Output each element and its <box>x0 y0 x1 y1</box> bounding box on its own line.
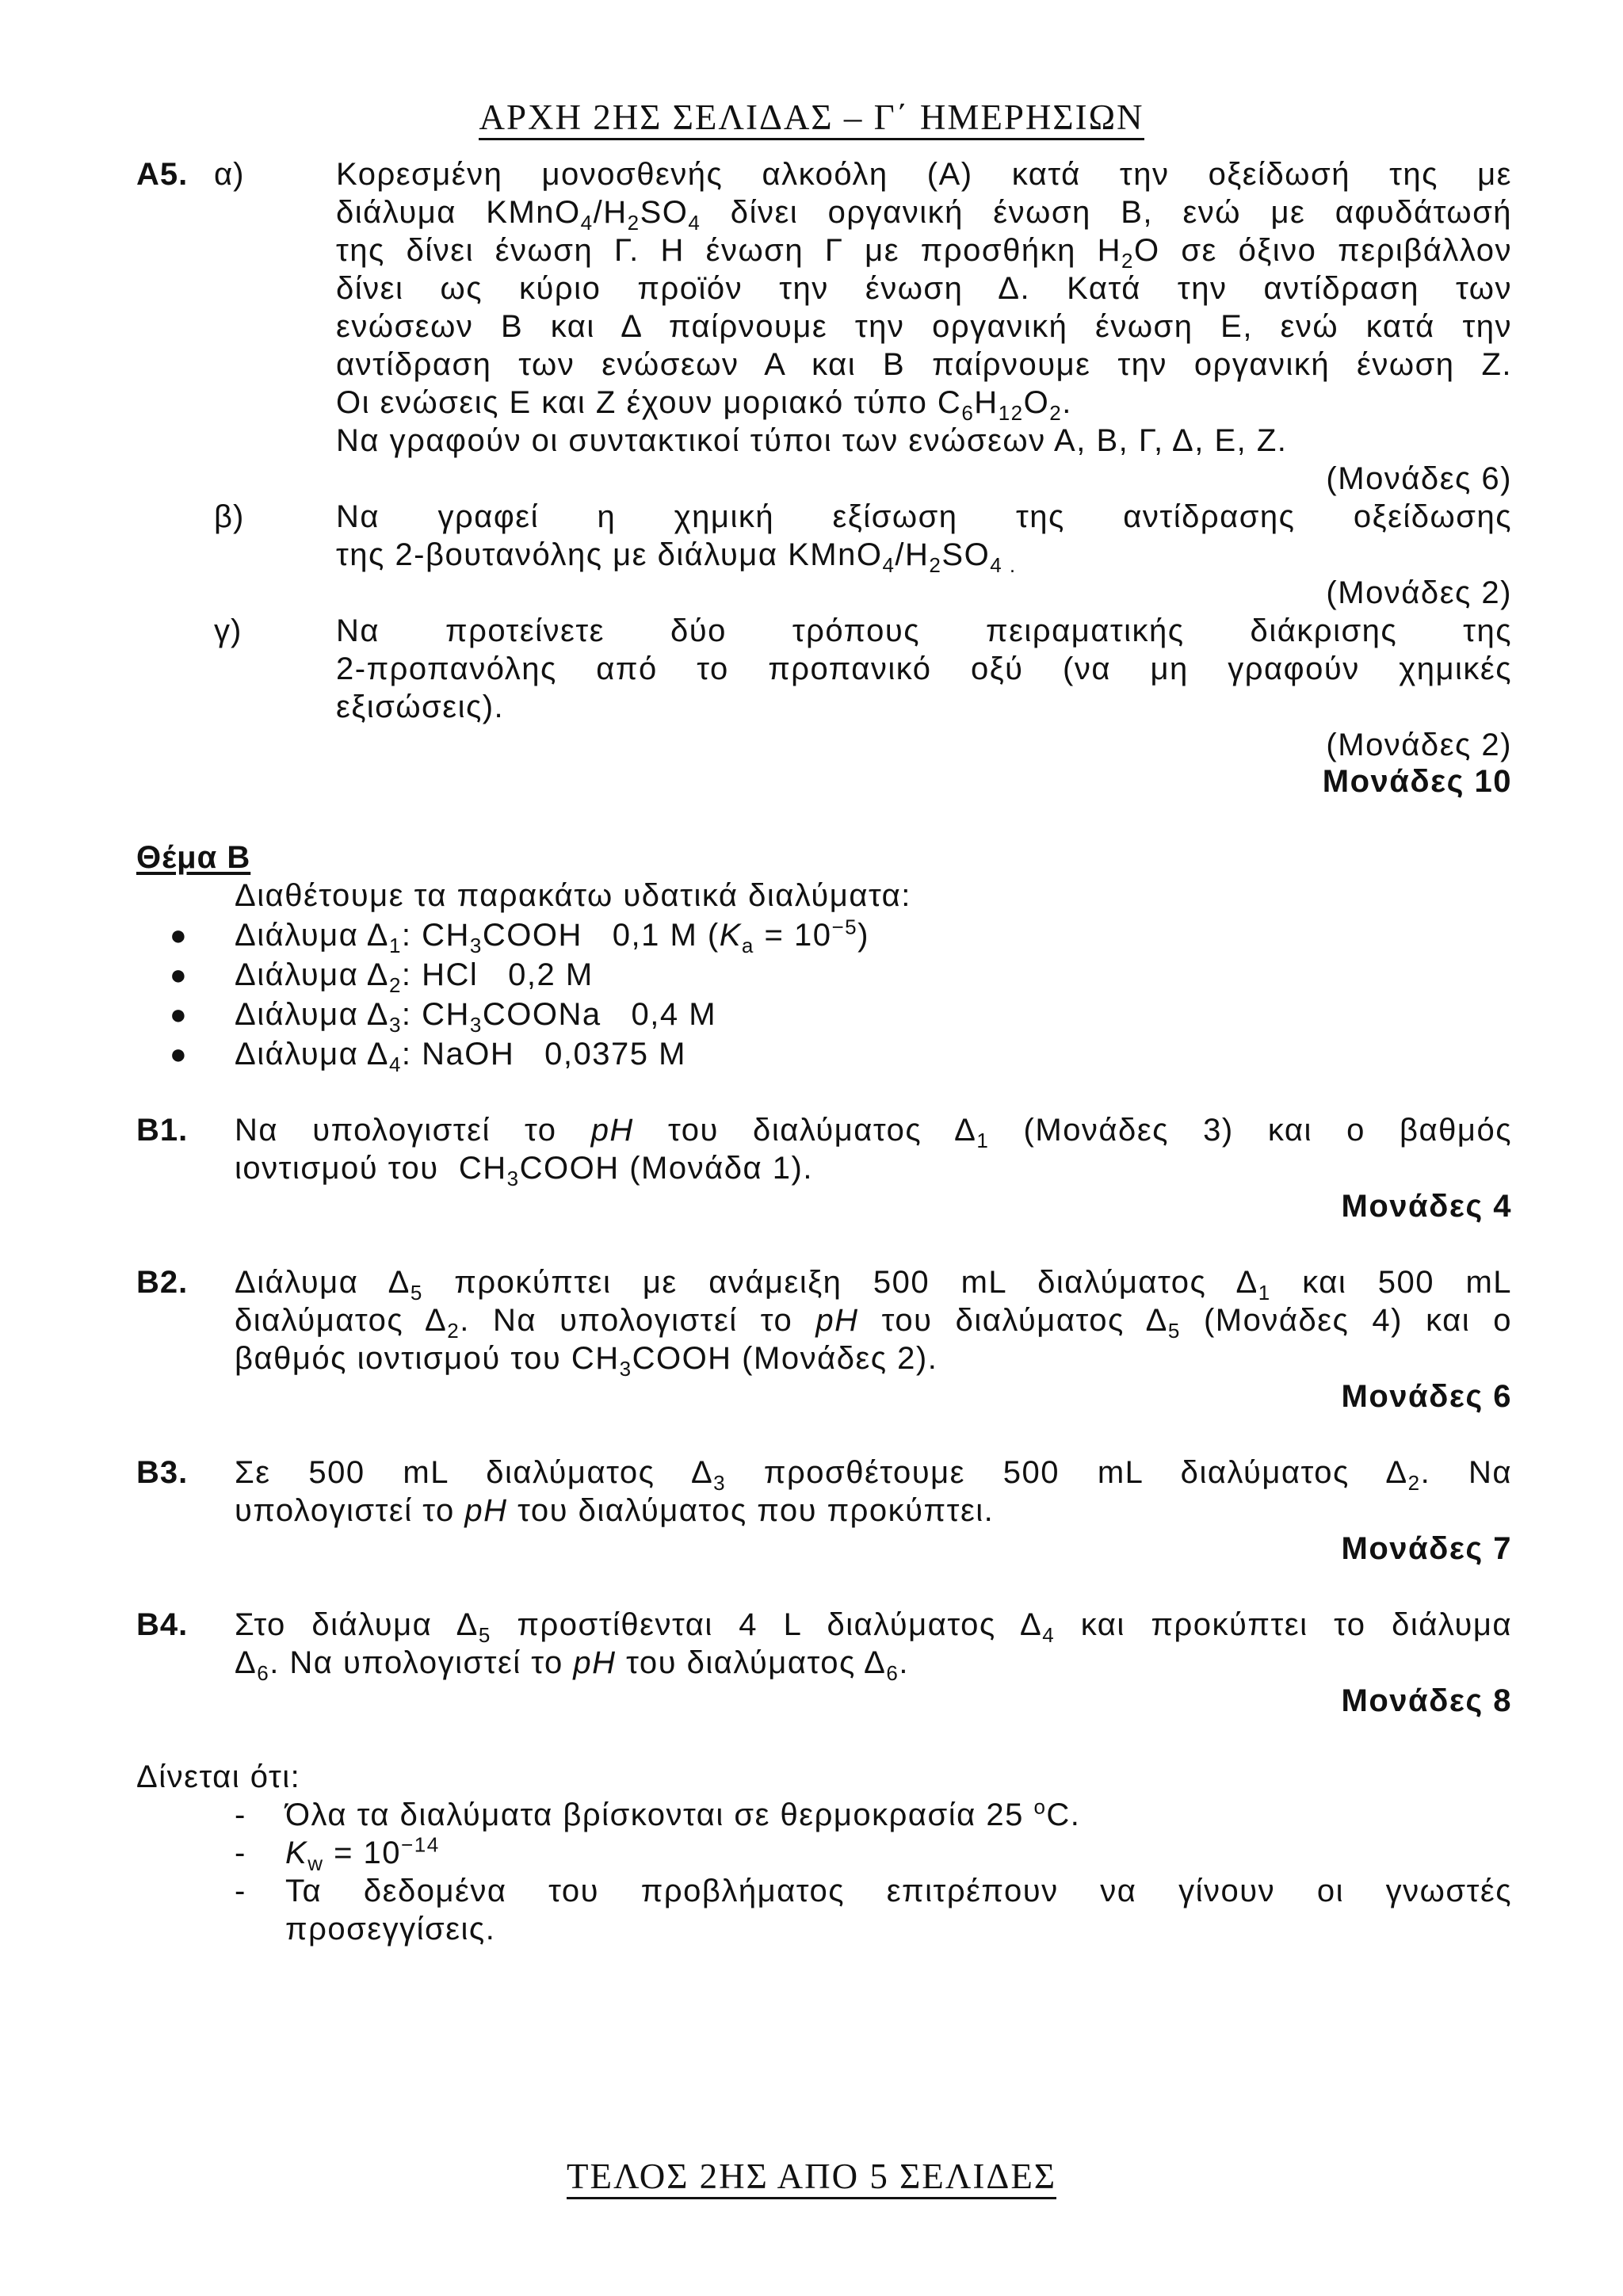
b1-line-1: Να υπολογιστεί το pH του διαλύματος $\Delta_1$ (Μονάδες 3) και ο βαθμός <box>235 1113 1512 1152</box>
a5-a-line-4: δίνει ως κύριο προϊόν την ένωση Δ. Κατά την αντίδραση των <box>336 271 1512 306</box>
section-title-thema-b: Θέμα Β <box>136 840 251 875</box>
b3-line-1: Σε 500 mL διαλύματος $\Delta_3$ προσθέτουμε 500 mL διαλύματος $\Delta_2$. Να <box>235 1455 1512 1495</box>
thema-b-intro: Διαθέτουμε τα παρακάτω υδατικά διαλύματα: <box>235 878 911 913</box>
bullet-icon: ● <box>170 919 187 951</box>
a5-a-marks: (Μονάδες 6) <box>1326 461 1512 496</box>
bullet-icon: ● <box>170 958 187 991</box>
b2-line-2: διαλύματος $\Delta_2$. Να υπολογιστεί το pH του διαλύματος $\Delta_5$ (Μονάδες 4) και ο <box>235 1303 1512 1343</box>
a5-a-line-3: της δίνει ένωση Γ. Η ένωση Γ με προσθήκη $H_2O$ σε όξινο περιβάλλον <box>336 233 1512 273</box>
dash-marker: - <box>235 1874 246 1908</box>
question-b1-label: Β1. <box>136 1113 189 1148</box>
given-3-line-2: προσεγγίσεις. <box>285 1912 496 1946</box>
given-2: $K_w = 10^{-14}$ <box>285 1832 440 1875</box>
b2-marks: Μονάδες 6 <box>1341 1379 1512 1414</box>
b2-line-3: βαθμός ιοντισμού του $CH_3COOH$ (Μονάδες 2). <box>235 1341 938 1381</box>
dash-marker: - <box>235 1836 246 1870</box>
sub-g-label: γ) <box>214 613 242 648</box>
a5-a-line-6: αντίδραση των ενώσεων Α και Β παίρνουμε την οργανική ένωση Ζ. <box>336 347 1512 382</box>
solution-d2: Διάλυμα $\Delta_2$: HCl 0,2 Μ <box>235 957 594 997</box>
given-title: Δίνεται ότι: <box>136 1759 301 1794</box>
question-b2-label: Β2. <box>136 1265 189 1300</box>
b4-line-2: $\Delta_6$. Να υπολογιστεί το pH του διαλύματος $\Delta_6$. <box>235 1645 909 1685</box>
solution-d1: Διάλυμα $\Delta_1$: $CH_3COOH$ 0,1 Μ $(K_a = 10^{-5})$ <box>235 915 869 957</box>
bullet-icon: ● <box>170 998 187 1030</box>
a5-a-line-5: ενώσεων Β και Δ παίρνουμε την οργανική ένωση Ε, ενώ κατά την <box>336 309 1512 344</box>
a5-b-line-2: της 2-βουτανόλης με διάλυμα $KMnO_4/H_2SO_{4 .}$ <box>336 537 1017 577</box>
given-1: Όλα τα διαλύματα βρίσκονται σε θερμοκρασία 25 $^o$C. <box>285 1794 1081 1832</box>
a5-a-line-2: διάλυμα $KMnO_4/H_2SO_4$ δίνει οργανική ένωση Β, ενώ με αφυδάτωσή <box>336 195 1512 235</box>
question-a5-label: Α5. <box>136 157 189 192</box>
a5-total-marks: Μονάδες 10 <box>1322 764 1512 799</box>
a5-g-line-1: Να προτείνετε δύο τρόπους πειραματικής διάκρισης της <box>336 613 1512 648</box>
dash-marker: - <box>235 1797 246 1832</box>
question-b4-label: Β4. <box>136 1607 189 1642</box>
solution-d3: Διάλυμα $\Delta_3$: $CH_3COONa$ 0,4 Μ <box>235 997 717 1037</box>
sub-b-label: β) <box>214 499 245 534</box>
b3-line-2: υπολογιστεί το pH του διαλύματος που προκύπτει. <box>235 1493 995 1528</box>
b3-marks: Μονάδες 7 <box>1341 1531 1512 1566</box>
a5-b-marks: (Μονάδες 2) <box>1326 575 1512 610</box>
a5-g-line-3: εξισώσεις). <box>336 690 505 724</box>
a5-a-line-1: Κορεσμένη μονοσθενής αλκοόλη (Α) κατά την οξείδωσή της με <box>336 157 1512 192</box>
a5-g-marks: (Μονάδες 2) <box>1326 728 1512 762</box>
a5-g-line-2: 2-προπανόλης από το προπανικό οξύ (να μη γραφούν χημικές <box>336 651 1512 686</box>
sub-a-label: α) <box>214 157 245 192</box>
given-3-line-1: Τα δεδομένα του προβλήματος επιτρέπουν να γίνουν οι γνωστές <box>285 1874 1512 1908</box>
a5-b-line-1: Να γραφεί η χημική εξίσωση της αντίδρασης οξείδωσης <box>336 499 1512 534</box>
b1-marks: Μονάδες 4 <box>1341 1189 1512 1224</box>
question-b3-label: Β3. <box>136 1455 189 1490</box>
a5-a-line-7: Οι ενώσεις Ε και Ζ έχουν μοριακό τύπο $C_6H_{12}O_2$. <box>336 385 1072 425</box>
b2-line-1: Διάλυμα $\Delta_5$ προκύπτει με ανάμειξη 500 mL διαλύματος $\Delta_1$ και 500 mL <box>235 1265 1513 1305</box>
a5-a-line-8: Να γραφούν οι συντακτικοί τύποι των ενώσεων Α, Β, Γ, Δ, Ε, Ζ. <box>336 423 1288 458</box>
page-footer: ΤΕΛΟΣ 2ΗΣ ΑΠΟ 5 ΣΕΛΙΔΕΣ <box>0 2156 1623 2197</box>
bullet-icon: ● <box>170 1037 187 1070</box>
b4-marks: Μονάδες 8 <box>1341 1683 1512 1718</box>
page-header: ΑΡΧΗ 2ΗΣ ΣΕΛΙΔΑΣ – Γ΄ ΗΜΕΡΗΣΙΩΝ <box>0 97 1623 138</box>
solution-d4: Διάλυμα $\Delta_4$: NaOH 0,0375 Μ <box>235 1037 686 1076</box>
b4-line-1: Στο διάλυμα $\Delta_5$ προστίθενται 4 L διαλύματος $\Delta_4$ και προκύπτει το διάλυμα <box>235 1607 1512 1647</box>
b1-line-2: ιοντισμού του $CH_3COOH$ (Μονάδα 1). <box>235 1151 813 1190</box>
